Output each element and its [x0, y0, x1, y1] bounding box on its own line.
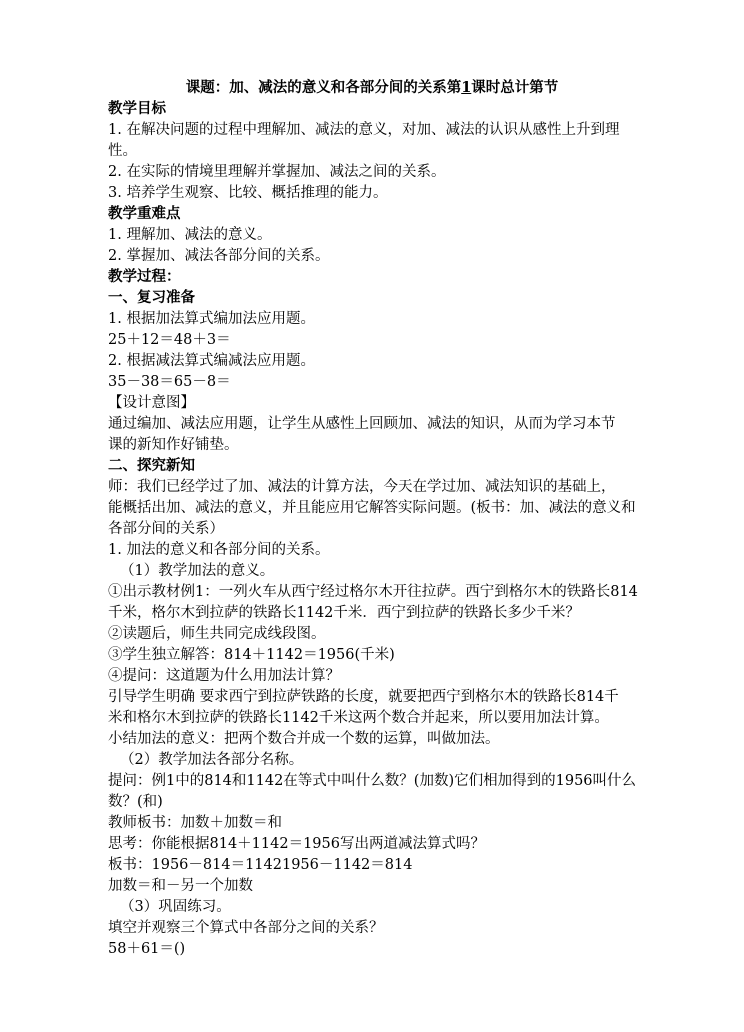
guide-text: 引导学生明确 要求西宁到拉萨铁路的长度，就要把西宁到格尔木的铁路长814千	[108, 689, 619, 705]
review-item-2: 2. 根据减法算式编减法应用题。	[108, 353, 315, 369]
keypoint-1: 1. 理解加、减法的意义。	[108, 227, 272, 243]
design-intent-text: 通过编加、减法应用题，让学生从感性上回顾加、减法的知识，从而为学习本节	[108, 416, 616, 432]
question-text-cont: 数？(和)	[108, 794, 163, 810]
teacher-intro-cont: 能概括出加、减法的意义，并且能应用它解答实际问题。(板书：加、减法的意义和	[108, 500, 636, 516]
lesson-title	[0, 78, 744, 98]
example-1-cont: 千米，格尔木到拉萨的铁路长1142千米．西宁到拉萨的铁路长多少千米？	[108, 605, 580, 621]
addition-parts-step: （2）教学加法各部分名称。	[120, 752, 304, 768]
review-expr-1: 25＋12＝48＋3＝	[108, 332, 231, 348]
summary-addition: 小结加法的意义：把两个数合并成一个数的运算，叫做加法。	[108, 731, 500, 747]
question-text: 提问：例1中的814和1142在等式中叫什么数？(加数)它们相加得到的1956叫什么	[108, 773, 637, 789]
section-heading-process: 教学过程：	[108, 268, 181, 285]
review-expr-2: 35－38＝65－8＝	[108, 374, 231, 390]
board-note-2: 板书：1956－814＝11421956－1142＝814	[108, 857, 413, 873]
formula-addend: 加数＝和－另一个加数	[108, 878, 253, 894]
subheading-explore: 二、探究新知	[108, 457, 195, 474]
section-heading-keypoints: 教学重难点	[108, 205, 181, 222]
title-suffix: 课时总计第节	[471, 79, 559, 96]
teacher-intro-cont-2: 各部分间的关系）	[108, 521, 224, 537]
objective-1: 1. 在解决问题的过程中理解加、减法的意义，对加、减法的认识从感性上升到理	[108, 122, 620, 138]
practice-step: （3）巩固练习。	[120, 899, 231, 915]
addition-section: 1. 加法的意义和各部分间的关系。	[108, 542, 330, 558]
objective-1-cont: 性。	[108, 143, 137, 159]
step-4: ④提问：这道题为什么用加法计算？	[108, 668, 340, 684]
objective-3: 3. 培养学生观察、比较、概括推理的能力。	[108, 185, 388, 201]
title-prefix: 课题：加、减法的意义和各部分间的关系第	[185, 79, 462, 96]
keypoint-2: 2. 掌握加、减法各部分间的关系。	[108, 248, 330, 264]
step-2: ②读题后，师生共同完成线段图。	[108, 626, 326, 642]
addition-meaning-step: （1）教学加法的意义。	[120, 563, 275, 579]
subheading-review: 一、复习准备	[108, 289, 195, 306]
lesson-number: 1	[461, 79, 472, 96]
section-heading-objectives: 教学目标	[108, 100, 166, 117]
design-intent-text-cont: 课的新知作好铺垫。	[108, 437, 239, 453]
review-item-1: 1. 根据加法算式编加法应用题。	[108, 311, 315, 327]
think-question: 思考：你能根据814＋1142＝1956写出两道减法算式吗？	[108, 836, 485, 852]
practice-expr-1: 58＋61＝()	[108, 941, 186, 957]
board-note-1: 教师板书：加数＋加数＝和	[108, 815, 282, 831]
practice-instruction: 填空并观察三个算式中各部分之间的关系？	[108, 920, 384, 936]
objective-2: 2. 在实际的情境里理解并掌握加、减法之间的关系。	[108, 164, 446, 180]
example-1: ①出示教材例1：一列火车从西宁经过格尔木开往拉萨。西宁到格尔木的铁路长814	[108, 584, 638, 600]
step-3: ③学生独立解答：814＋1142＝1956(千米)	[108, 647, 395, 663]
teacher-intro: 师：我们已经学过了加、减法的计算方法，今天在学过加、减法知识的基础上，	[108, 479, 616, 495]
guide-text-cont: 米和格尔木到拉萨的铁路长1142千米这两个数合并起来，所以要用加法计算。	[108, 710, 609, 726]
design-intent-label: 【设计意图】	[108, 395, 195, 411]
